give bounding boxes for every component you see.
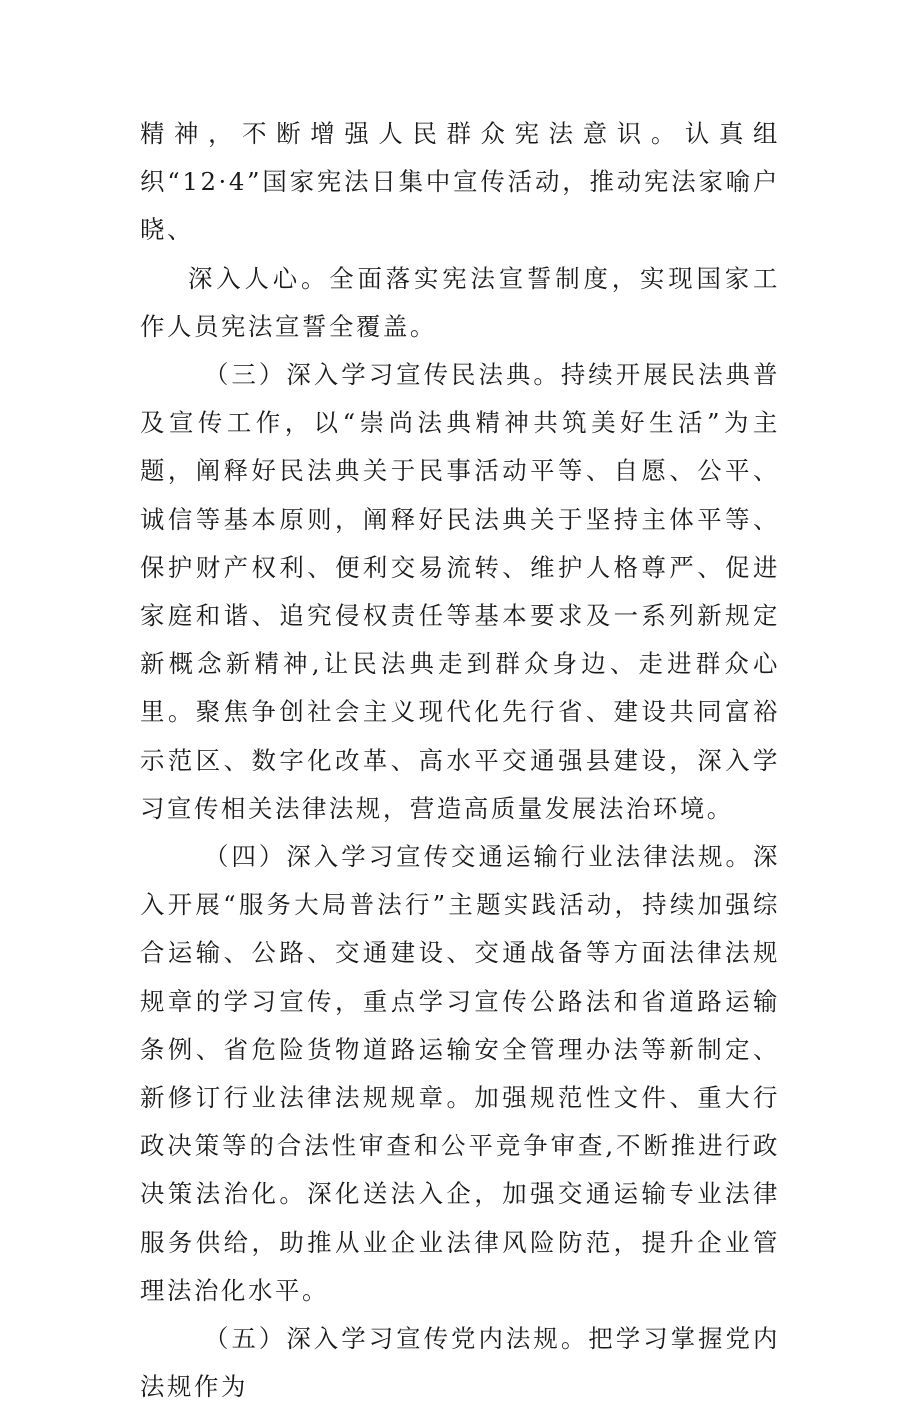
- document-body: [140, 110, 780, 1411]
- paragraph-transport-laws: （四）深入学习宣传交通运输行业法律法规。深入开展“服务大局普法行”主题实践活动，持续加强综合运输、公路、交通建设、交通战备等方面法律法规规章的学习宣传，重点学习宣传公路法和省道路运输条例、省危险货物道路运输安全管理办法等新制定、新修订行业法律法规规章。加强规范性文件、重大行政决策等的合法性审查和公平竞争审查,不断推进行政决策法治化。深化送法入企，加强交通运输专业法律服务供给，助推从业企业法律风险防范，提升企业管理法治化水平。: [140, 842, 780, 1305]
- paragraph-civil-code: （三）深入学习宣传民法典。持续开展民法典普及宣传工作，以“崇尚法典精神共筑美好生活”为主题，阐释好民法典关于民事活动平等、自愿、公平、诚信等基本原则，阐释好民法典关于坚持主体平等、保护财产权利、便利交易流转、维护人格尊严、促进家庭和谐、追究侵权责任等基本要求及一系列新规定新概念新精神,让民法典走到群众身边、走进群众心里。聚焦争创社会主义现代化先行省、建设共同富裕示范区、数字化改革、高水平交通强县建设，深入学习宣传相关法律法规，营造高质量发展法治环境。: [140, 360, 780, 823]
- paragraph-constitution-continued: 精神，不断增强人民群众宪法意识。认真组织“12·4”国家宪法日集中宣传活动，推动宪法家喻户晓、: [140, 119, 780, 245]
- paragraph-party-regulations: （五）深入学习宣传党内法规。把学习掌握党内法规作为: [140, 1324, 780, 1402]
- paragraph-constitution-oath: 深入人心。全面落实宪法宣誓制度，实现国家工作人员宪法宣誓全覆盖。: [140, 263, 780, 341]
